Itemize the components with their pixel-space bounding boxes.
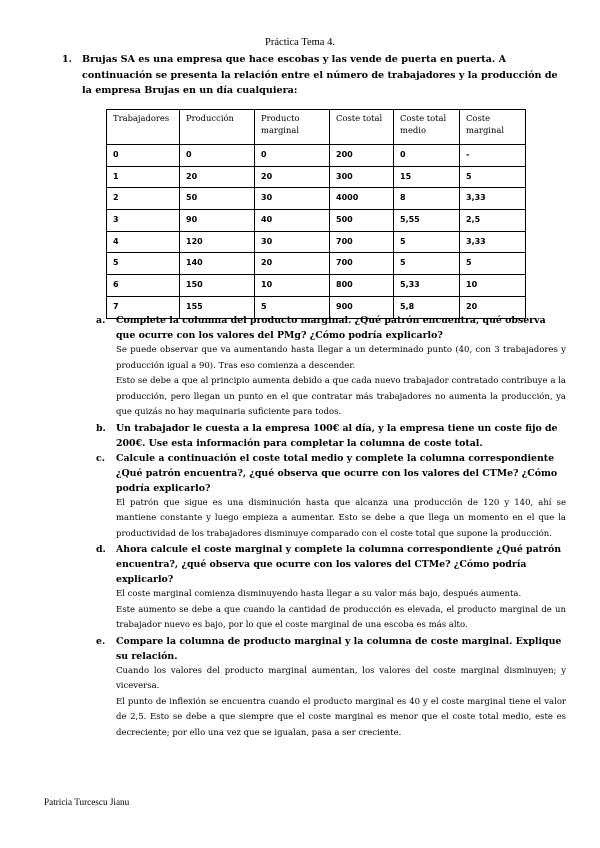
table-row: [107, 231, 526, 253]
table-cell: 0: [107, 145, 180, 167]
answer-paragraph: Se puede observar que va aumentando hasta llegar a un determinado punto (40, con 3 trabajadores y producción igual a 90). Tras eso comienza a descender.: [116, 345, 566, 371]
table-cell: 5,8: [394, 296, 460, 318]
header-coste-marginal: Coste marginal: [460, 110, 526, 145]
subquestion-letter: d.: [96, 544, 106, 555]
table-row: [107, 145, 526, 167]
table-cell: 90: [180, 210, 255, 232]
answer-paragraph: El coste marginal comienza disminuyendo hasta llegar a su valor más bajo, después aumenta.: [116, 589, 522, 599]
table-row: [107, 210, 526, 232]
table-cell: 155: [180, 296, 255, 318]
table-cell: 2: [107, 188, 180, 210]
subquestion-c: [96, 451, 566, 543]
table-cell: 20: [460, 296, 526, 318]
header-trabajadores: Trabajadores: [107, 110, 180, 145]
table-cell: 4: [107, 231, 180, 253]
table-cell: 10: [460, 275, 526, 297]
table-cell: 0: [255, 145, 330, 167]
table-cell: 700: [330, 253, 394, 275]
table-cell: 20: [255, 166, 330, 188]
table-cell: 0: [180, 145, 255, 167]
table-row: [107, 166, 526, 188]
table-cell: 2,5: [460, 210, 526, 232]
subquestions-list: [96, 313, 566, 741]
table-cell: 3: [107, 210, 180, 232]
table-cell: 4000: [330, 188, 394, 210]
table-cell: 5: [394, 253, 460, 275]
header-coste-total-medio: Coste total medio: [394, 110, 460, 145]
author-footer: Patricia Turcescu Jianu: [44, 797, 130, 807]
table-cell: 50: [180, 188, 255, 210]
answer-paragraph: El patrón que sigue es una disminución hasta que alcanza una producción de 120 y 140, ahí se mantiene constante y luego empieza a aumentar. Esto se debe a que llega un momento en el que la productividad de los trabajadores disminuye comparado con el coste total que supone la producción.: [116, 497, 566, 539]
subquestion-a: [96, 313, 566, 421]
subquestion-text: Complete la columna del producto marginal. ¿Qué patrón encuentra, qué observa que ocurre con los valores del PMg? ¿Cómo podría explicarlo?: [116, 315, 546, 341]
table-cell: 5: [255, 296, 330, 318]
table-cell: 5,55: [394, 210, 460, 232]
subquestion-b: [96, 421, 566, 451]
table-cell: 5: [460, 253, 526, 275]
answer-paragraph: Esto se debe a que al principio aumenta debido a que cada nuevo trabajador contratado contribuye a la producción, pero llegan un punto en el que contratar más trabajadores no aumenta la producción, ya que quizás no hay maquinaria suficiente para todos.: [116, 376, 566, 417]
table-row: [107, 188, 526, 210]
answer-paragraph: El punto de inflexión se encuentra cuando el producto marginal es 40 y el coste marginal tiene el valor de 2,5. Esto se debe a que siempre que el coste marginal es menor que el coste total medio, este es decreciente; por ello una vez que se igualan, pasa a ser creciente.: [116, 696, 566, 738]
answer-paragraph: Este aumento se debe a que cuando la cantidad de producción es elevada, el producto marginal de un trabajador nuevo es bajo, por lo que el coste marginal de una escoba es más alto.: [116, 604, 566, 630]
table-cell: 120: [180, 231, 255, 253]
table-cell: 300: [330, 166, 394, 188]
table-cell: 5,33: [394, 275, 460, 297]
table-cell: 5: [394, 231, 460, 253]
subquestion-text: Compare la columna de producto marginal y la columna de coste marginal. Explique su relación.: [116, 635, 562, 662]
subquestion-letter: a.: [96, 315, 106, 326]
table-cell: 7: [107, 296, 180, 318]
subquestion-letter: e.: [96, 635, 106, 647]
table-row: [107, 253, 526, 275]
table-cell: 5: [460, 166, 526, 188]
table-cell: 30: [255, 231, 330, 253]
question-1: [62, 52, 562, 99]
subquestion-e: [96, 634, 566, 742]
production-table: [106, 109, 526, 319]
page-title: Práctica Tema 4.: [265, 37, 335, 48]
subquestion-text: Calcule a continuación el coste total medio y complete la columna correspondiente ¿Qué patrón encuentra?, ¿qué observa que ocurre con los valores del CTMe? ¿Cómo podría explicarlo?: [116, 452, 558, 494]
table-cell: 900: [330, 296, 394, 318]
table-cell: 3,33: [460, 231, 526, 253]
subquestion-letter: b.: [96, 422, 106, 434]
subquestion-text: Un trabajador le cuesta a la empresa 100€ al día, y la empresa tiene un coste fijo de 200€. Use esta información para completar la columna de coste total.: [116, 422, 558, 449]
header-produccion: Producción: [180, 110, 255, 145]
table-cell: 6: [107, 275, 180, 297]
table-cell: 20: [180, 166, 255, 188]
table-cell: 800: [330, 275, 394, 297]
question-text: Brujas SA es una empresa que hace escobas y las vende de puerta en puerta. A continuación se presenta la relación entre el número de trabajadores y la producción de la empresa Brujas en un día cualquiera:: [82, 54, 558, 96]
table-header-row: [107, 110, 526, 145]
question-number: 1.: [62, 54, 73, 65]
table-cell: 700: [330, 231, 394, 253]
answer-paragraph: Cuando los valores del producto marginal aumentan, los valores del coste marginal disminuyen; y viceversa.: [116, 665, 566, 691]
table-cell: 10: [255, 275, 330, 297]
table-cell: 3,33: [460, 188, 526, 210]
table-cell: -: [460, 145, 526, 167]
table-cell: 15: [394, 166, 460, 188]
table-cell: 8: [394, 188, 460, 210]
table-cell: 150: [180, 275, 255, 297]
table-cell: 5: [107, 253, 180, 275]
table-cell: 140: [180, 253, 255, 275]
subquestion-text: Ahora calcule el coste marginal y complete la columna correspondiente ¿Qué patrón encuentra?, ¿qué observa que ocurre con los valores del CTMe? ¿Cómo podría explicarlo?: [116, 544, 562, 585]
table-cell: 200: [330, 145, 394, 167]
table-cell: 500: [330, 210, 394, 232]
subquestion-d: [96, 542, 566, 634]
table-cell: 30: [255, 188, 330, 210]
subquestion-letter: c.: [96, 452, 105, 464]
table-cell: 1: [107, 166, 180, 188]
header-producto-marginal: Producto marginal: [255, 110, 330, 145]
table-cell: 0: [394, 145, 460, 167]
table-row: [107, 275, 526, 297]
table-cell: 20: [255, 253, 330, 275]
header-coste-total: Coste total: [330, 110, 394, 145]
table-cell: 40: [255, 210, 330, 232]
